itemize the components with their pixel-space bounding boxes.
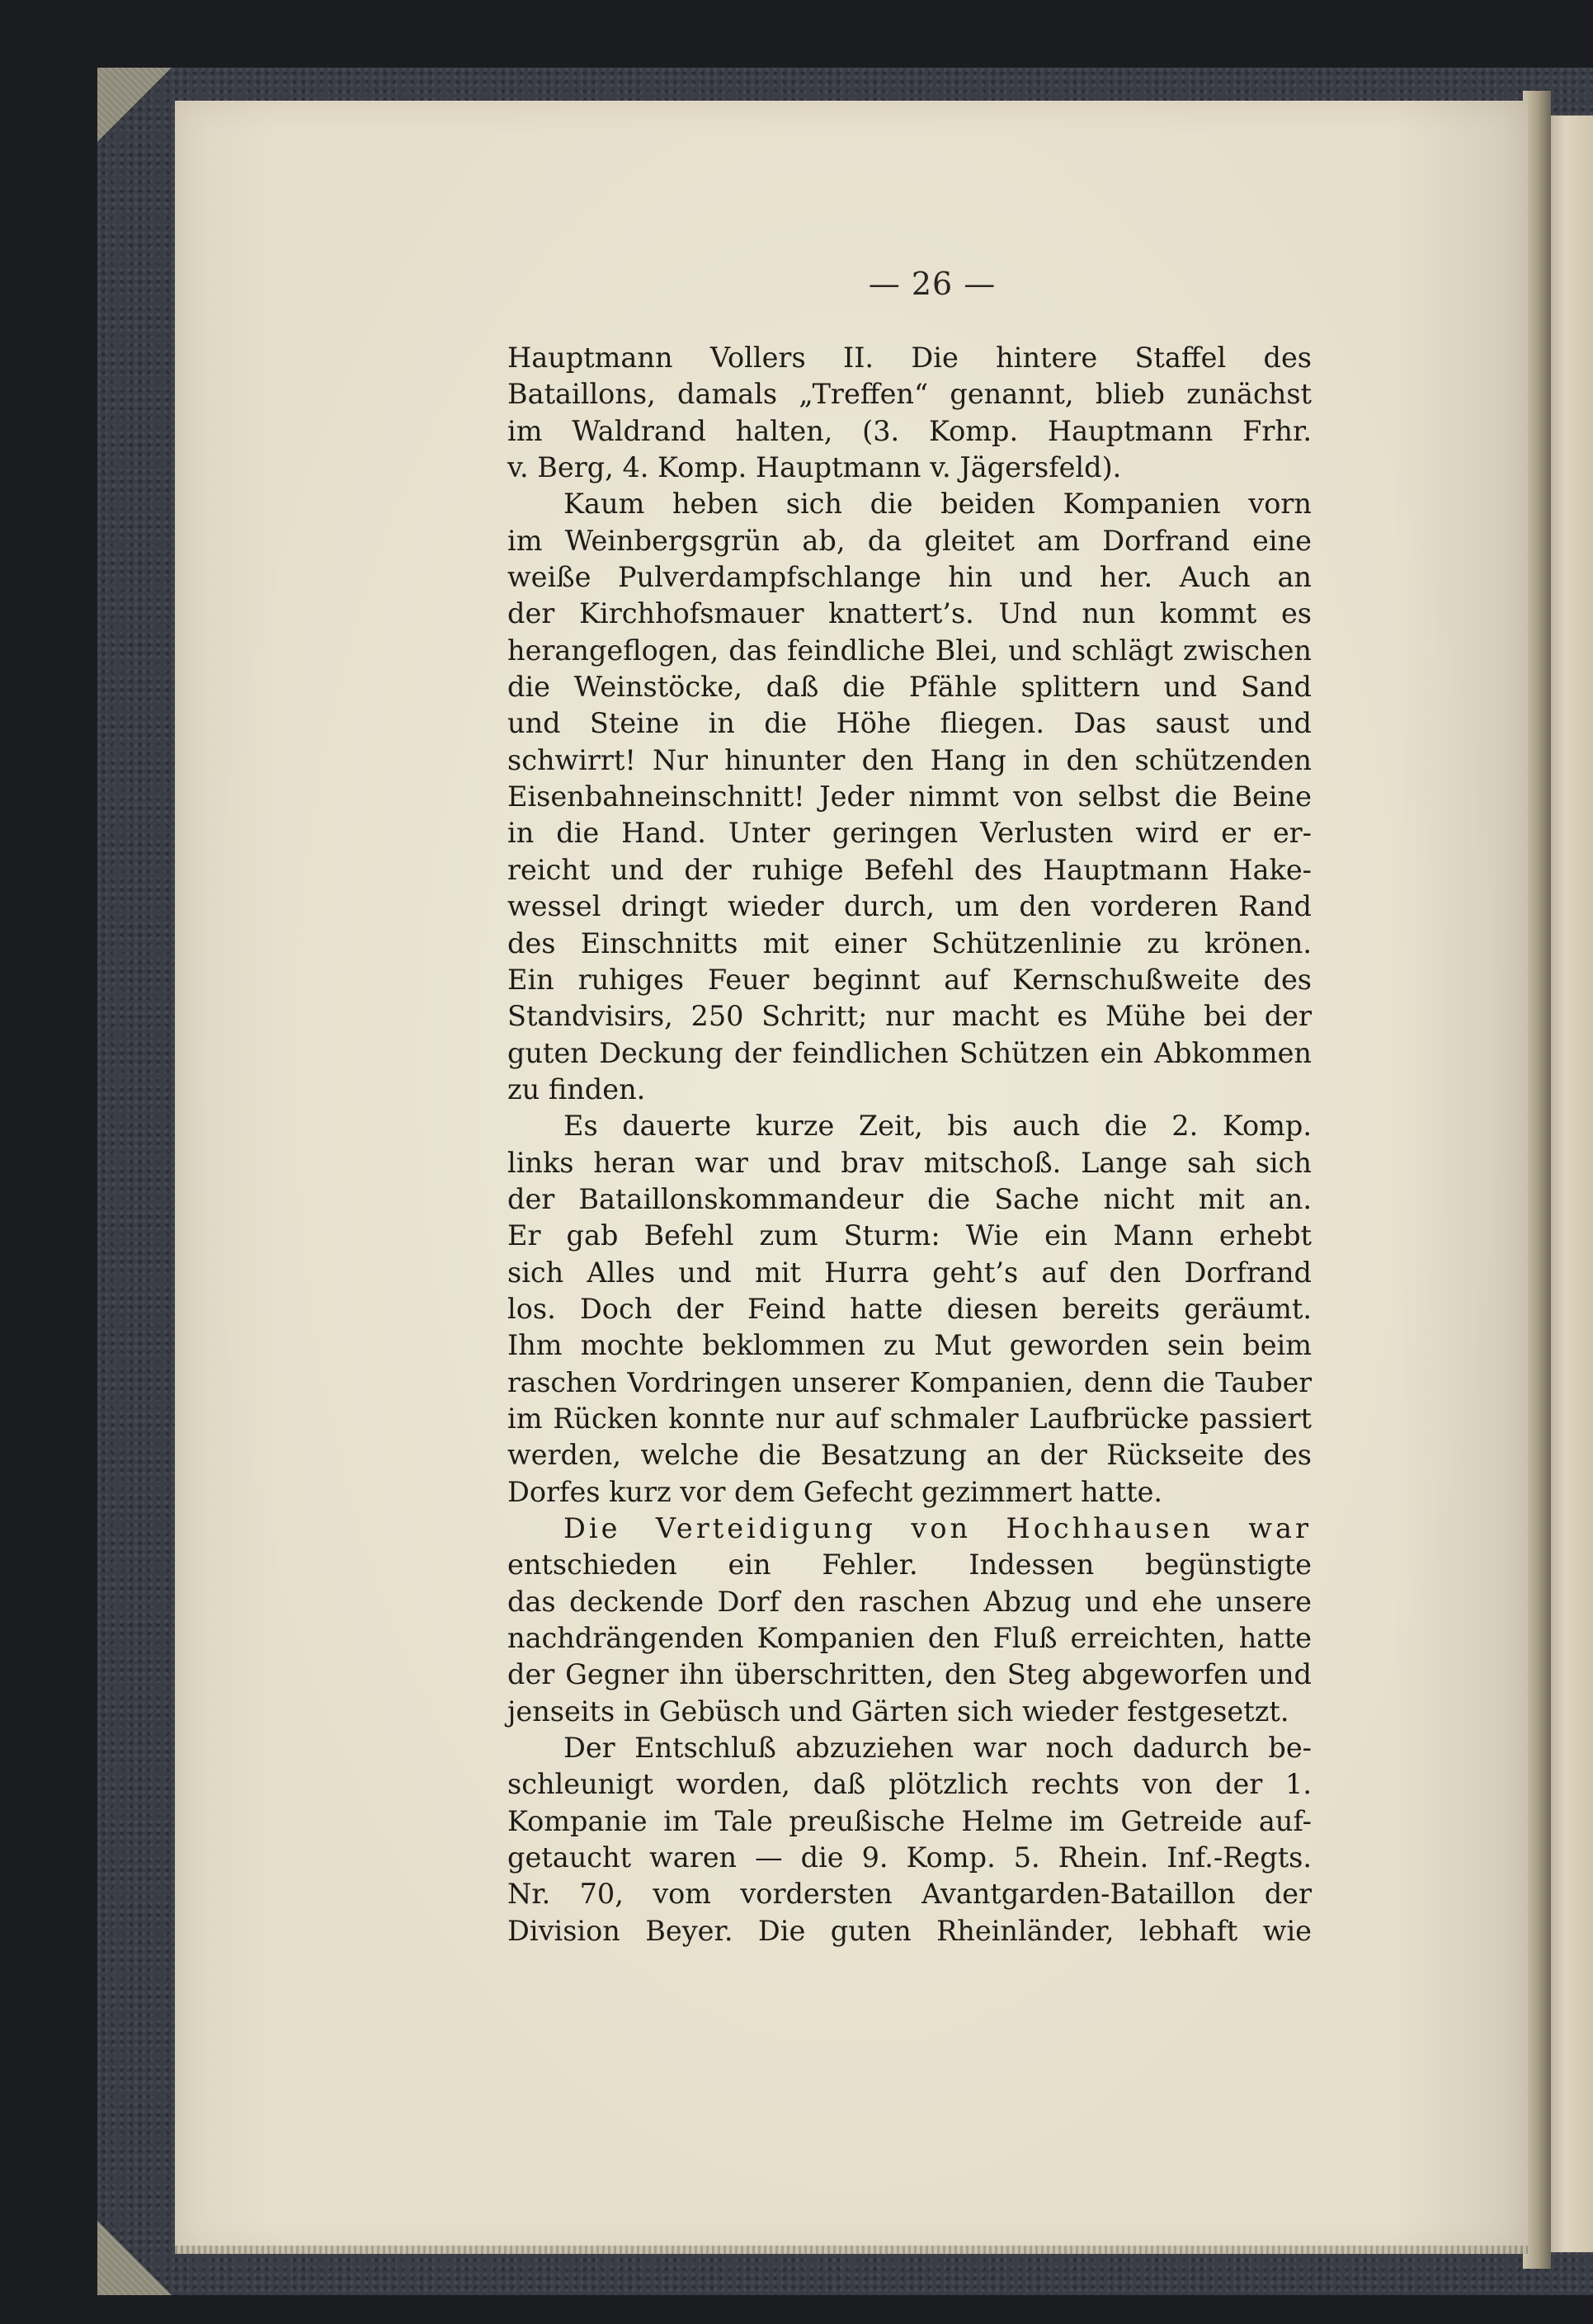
- page-body-text: [507, 340, 1312, 1949]
- text-line: im Weinbergsgrün ab, da gleitet am Dorfrand eine: [507, 524, 1312, 557]
- text-line: des Einschnitts mit einer Schützenlinie zu krönen.: [507, 926, 1312, 959]
- text-line: Kaum heben sich die beiden Kompanien vorn: [563, 488, 1312, 521]
- text-line: zu finden.: [507, 1072, 646, 1105]
- text-line: Bataillons, damals „Treffen“ genannt, blieb zunächst: [507, 378, 1312, 411]
- text-line: sich Alles und mit Hurra geht’s auf den Dorfrand: [507, 1256, 1312, 1289]
- text-line: und Steine in die Höhe fliegen. Das saust und: [507, 707, 1312, 740]
- text-line: im Waldrand halten, (3. Komp. Hauptmann Frhr.: [507, 414, 1312, 447]
- text-line: schwirrt! Nur hinunter den Hang in den schützenden: [507, 743, 1312, 776]
- text-line: herangeflogen, das feindliche Blei, und schlägt zwischen: [507, 634, 1312, 667]
- text-line: guten Deckung der feindlichen Schützen ein Abkommen: [507, 1036, 1312, 1069]
- text-line: links heran war und brav mitschoß. Lange sah sich: [507, 1146, 1312, 1179]
- text-line: der Kirchhofsmauer knattert’s. Und nun kommt es: [507, 597, 1312, 630]
- text-line: reicht und der ruhige Befehl des Hauptmann Hake-: [507, 853, 1312, 886]
- text-line: schleunigt worden, daß plötzlich rechts von der 1.: [507, 1768, 1312, 1801]
- text-line: Dorfes kurz vor dem Gefecht gezimmert hatte.: [507, 1475, 1163, 1508]
- text-line: nachdrängenden Kompanien den Fluß erreichten, hatte: [507, 1622, 1312, 1655]
- text-line: v. Berg, 4. Komp. Hauptmann v. Jägersfeld).: [507, 451, 1122, 484]
- text-line: Es dauerte kurze Zeit, bis auch die 2. Komp.: [563, 1110, 1312, 1143]
- page-bottom-edge: [175, 2246, 1528, 2254]
- text-line: in die Hand. Unter geringen Verlusten wird er er-: [507, 817, 1312, 850]
- text-line: Division Beyer. Die guten Rheinländer, lebhaft wie: [507, 1914, 1312, 1947]
- text-line: werden, welche die Besatzung an der Rückseite des: [507, 1439, 1312, 1472]
- text-line: weiße Pulverdampfschlange hin und her. Auch an: [507, 561, 1312, 594]
- text-line: der Gegner ihn überschritten, den Steg abgeworfen und: [507, 1658, 1312, 1691]
- text-line: Der Entschluß abzuziehen war noch dadurch be-: [563, 1732, 1312, 1765]
- text-line: entschieden ein Fehler. Indessen begünstigte: [507, 1549, 1312, 1582]
- page-number: — 26 —: [868, 266, 997, 302]
- text-line: raschen Vordringen unserer Kompanien, denn die Tauber: [507, 1365, 1312, 1398]
- text-line: jenseits in Gebüsch und Gärten sich wieder festgesetzt.: [507, 1695, 1289, 1728]
- text-line: Hauptmann Vollers II. Die hintere Staffel des: [507, 342, 1312, 374]
- facing-page-edge: [1547, 115, 1593, 2252]
- text-line: Ihm mochte beklommen zu Mut geworden sein beim: [507, 1329, 1312, 1362]
- text-line: Standvisirs, 250 Schritt; nur macht es Mühe bei der: [507, 1000, 1312, 1033]
- text-line: Nr. 70, vom vordersten Avantgarden-Bataillon der: [507, 1878, 1312, 1911]
- text-line: Die Verteidigung von Hochhausen war: [563, 1512, 1312, 1544]
- text-line: Ein ruhiges Feuer beginnt auf Kernschußweite des: [507, 963, 1312, 996]
- text-line: Er gab Befehl zum Sturm: Wie ein Mann erhebt: [507, 1219, 1312, 1252]
- text-line: im Rücken konnte nur auf schmaler Laufbrücke passiert: [507, 1402, 1312, 1435]
- text-line: los. Doch der Feind hatte diesen bereits geräumt.: [507, 1292, 1312, 1325]
- text-line: Eisenbahneinschnitt! Jeder nimmt von selbst die Beine: [507, 780, 1312, 813]
- text-line: der Bataillonskommandeur die Sache nicht mit an.: [507, 1182, 1312, 1215]
- text-line: die Weinstöcke, daß die Pfähle splittern und Sand: [507, 671, 1312, 704]
- text-line: Kompanie im Tale preußische Helme im Getreide auf-: [507, 1804, 1312, 1837]
- text-line: das deckende Dorf den raschen Abzug und ehe unsere: [507, 1585, 1312, 1618]
- text-line: getaucht waren — die 9. Komp. 5. Rhein. Inf.-Regts.: [507, 1841, 1312, 1874]
- text-line: wessel dringt wieder durch, um den vorderen Rand: [507, 890, 1312, 923]
